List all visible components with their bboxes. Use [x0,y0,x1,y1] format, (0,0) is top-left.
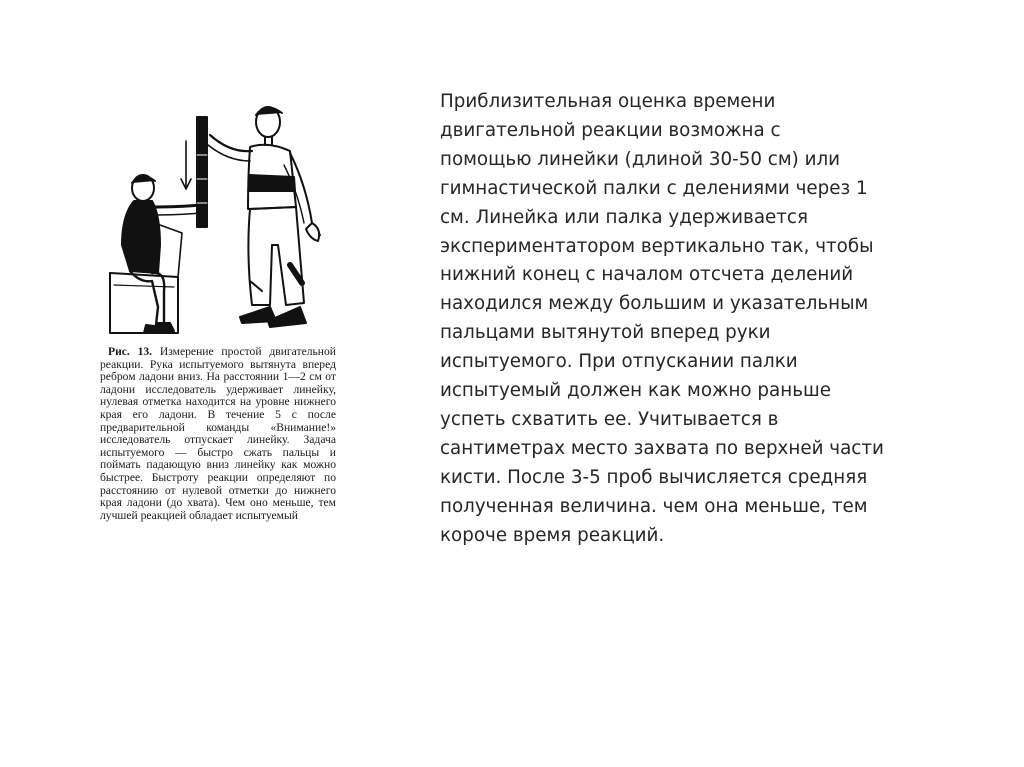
figure-caption [100,346,336,522]
body-line: Приблизительная оценка времени [440,91,776,112]
body-line: гимнастической палки с делениями через 1 [440,177,868,199]
body-line: успеть схватить ее. Учитывается в [440,408,779,430]
body-line: двигательной реакции возможна с [440,119,781,141]
body-line: экспериментатором вертикально так, чтобы [440,235,874,257]
body-line: короче время реакций. [440,524,665,546]
reaction-test-illustration [100,95,340,340]
body-line: кисти. После 3-5 проб вычисляется средняя [440,466,868,488]
body-line: испытуемый должен как можно раньше [440,380,831,402]
body-paragraph [440,88,940,551]
body-line: испытуемого. При отпускании палки [440,351,798,373]
figure-block [100,95,340,522]
body-line: пальцами вытянутой вперед руки [440,322,771,344]
body-line: находился между большим и указательным [440,293,869,315]
figure-caption-label: Рис. 13. [108,345,153,358]
figure-caption-text: Измерение простой двигательной реакции. Рука испытуемого вытянута вперед ребром ладони вниз. На расстоянии 1—2 см от ладони исследователь удерживает линейку, нулевая отметка находится на уровне нижнего края его ладони. В течение 5 с после предварительной команды «Внимание!» исследователь отпускает линейку. Задача испытуемого — быстро сжать пальцы и поймать падающую вниз линейку как можно быстрее. Быстроту реакции определяют по расстоянию от нулевой отметки до нижнего края ладони (до хвата). Чем оно меньше, тем лучшей реакцией обладает испытуемый [100,345,336,522]
body-line: см. Линейка или палка удерживается [440,206,808,228]
body-line: нижний конец с началом отсчета делений [440,264,854,286]
body-line: помощью линейки (длиной 30-50 см) или [440,148,841,170]
body-line: полученная величина. чем она меньше, тем [440,495,868,517]
body-line: сантиметрах место захвата по верхней части [440,437,884,459]
